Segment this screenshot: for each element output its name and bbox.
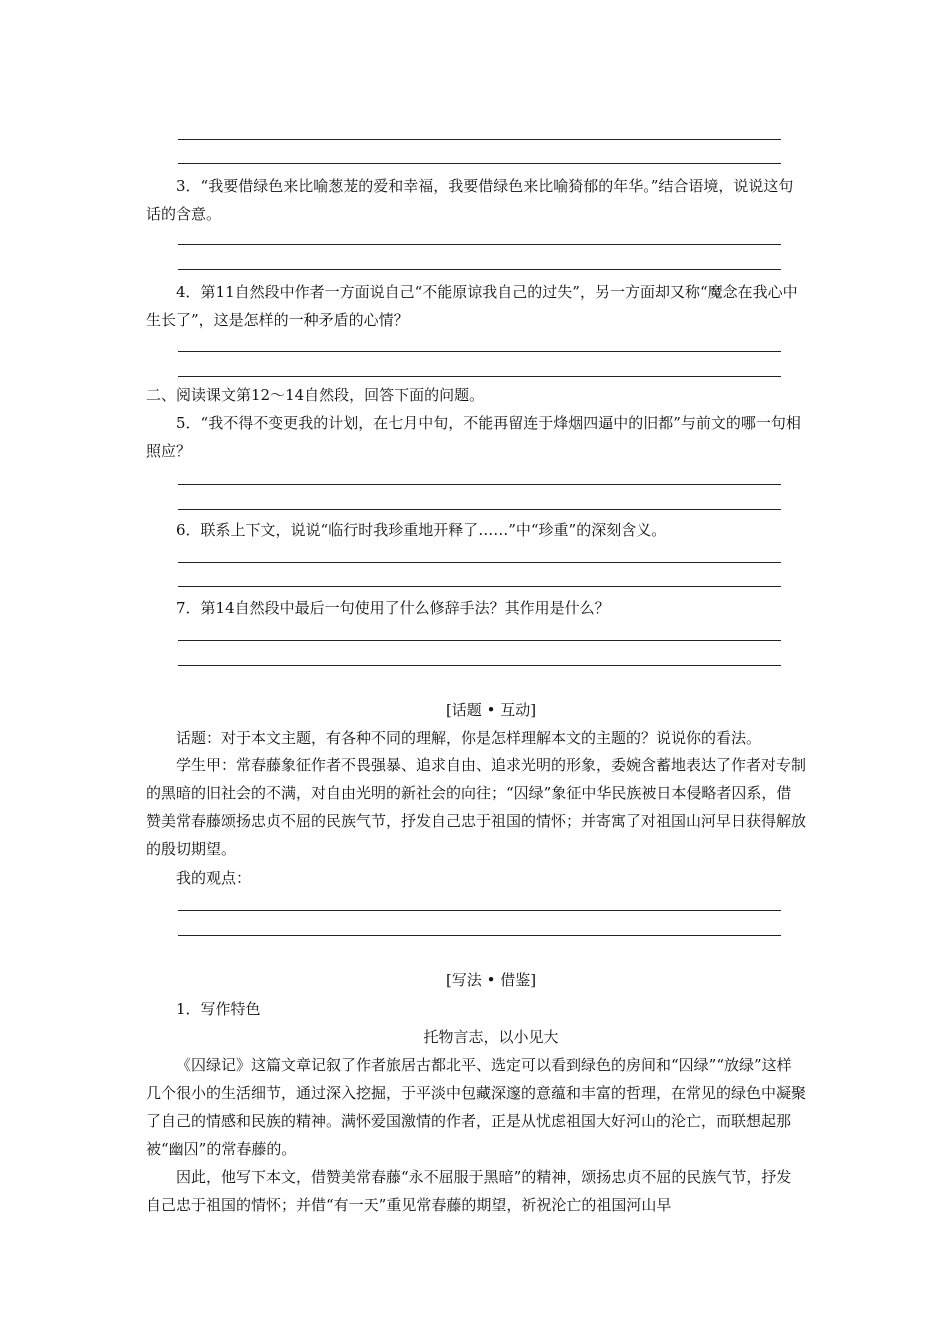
answer-line[interactable] (178, 562, 781, 563)
answer-line[interactable] (178, 640, 781, 641)
student-a-view: 学生甲：常春藤象征作者不畏强暴、追求自由、追求光明的形象，委婉含蓄地表达了作者对专制的黑暗的旧社会的不满，对自由光明的新社会的向往；“囚绿”象征中华民族被日本侵略者囚系，借赞美常春藤颂扬忠贞不屈的民族气节，抒发自己忠于祖国的情怀；并寄寓了对祖国山河早日获得解放的殷切期望。 (146, 756, 807, 858)
answer-line[interactable] (178, 163, 781, 164)
answer-line[interactable] (178, 586, 781, 587)
writing-item-1: 1．写作特色 (176, 1000, 261, 1018)
writing-paragraph-2: 因此，他写下本文，借赞美常春藤“永不屈服于黑暗”的精神，颂扬忠贞不屈的民族气节，抒发自己忠于祖国的情怀；并借“有一天”重见常春藤的期望，祈祝沦亡的祖国河山早 (146, 1168, 792, 1214)
answer-line[interactable] (178, 935, 781, 936)
question-3: 3．“我要借绿色来比喻葱茏的爱和幸福，我要借绿色来比喻猗郁的年华。”结合语境，说说这句话的含意。 (146, 177, 794, 223)
topic-prompt: 话题：对于本文主题，有各种不同的理解，你是怎样理解本文的主题的？说说你的看法。 (176, 729, 762, 747)
answer-line[interactable] (178, 910, 781, 911)
question-4: 4．第11自然段中作者一方面说自己“不能原谅我自己的过失”，另一方面却又称“魔念在我心中生长了”，这是怎样的一种矛盾的心情？ (146, 283, 798, 329)
answer-line[interactable] (178, 376, 781, 377)
answer-line[interactable] (178, 665, 781, 666)
writing-paragraph-1: 《囚绿记》这篇文章记叙了作者旅居古都北平、选定可以看到绿色的房间和“囚绿”“放绿”这样几个很小的生活细节，通过深入挖掘，于平淡中包藏深邃的意蕴和丰富的哲理，在常见的绿色中凝聚了自己的情感和民族的精神。满怀爱国激情的作者，正是从忧虑祖国大好河山的沦亡，而联想起那被“幽囚”的常春藤的。 (146, 1056, 807, 1158)
writing-heading: [写法 • 借鉴] (445, 971, 537, 989)
question-5: 5．“我不得不变更我的计划，在七月中旬，不能再留连于烽烟四逼中的旧都”与前文的哪一句相照应？ (146, 414, 801, 460)
topic-heading: [话题 • 互动] (445, 701, 537, 719)
section-2-heading: 二、阅读课文第12～14自然段，回答下面的问题。 (146, 386, 485, 404)
answer-line[interactable] (178, 484, 781, 485)
answer-line[interactable] (178, 269, 781, 270)
writing-subtitle: 托物言志，以小见大 (423, 1028, 559, 1046)
question-7: 7．第14自然段中最后一句使用了什么修辞手法？其作用是什么？ (176, 599, 610, 617)
my-view-label: 我的观点： (176, 869, 252, 887)
answer-line[interactable] (178, 139, 781, 140)
question-6: 6．联系上下文，说说“临行时我珍重地开释了……”中“珍重”的深刻含义。 (176, 521, 667, 539)
answer-line[interactable] (178, 509, 781, 510)
answer-line[interactable] (178, 351, 781, 352)
answer-line[interactable] (178, 244, 781, 245)
